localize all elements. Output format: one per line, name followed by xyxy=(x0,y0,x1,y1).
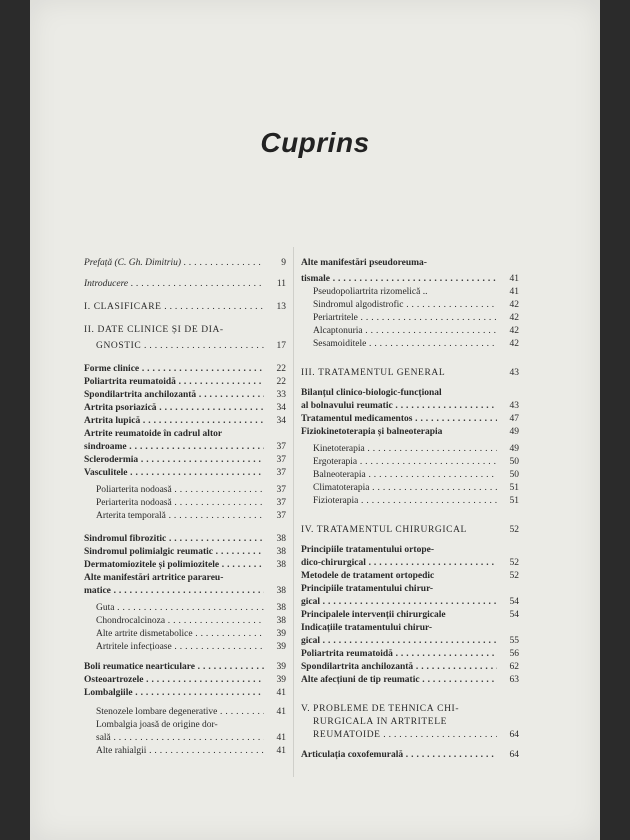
toc-entry-page: 64 xyxy=(509,750,519,760)
toc-entry-title: Fizioterapia . . . xyxy=(301,496,497,507)
toc-right-column xyxy=(301,258,519,761)
toc-entry xyxy=(84,468,286,479)
toc-entry xyxy=(84,573,286,584)
toc-entry-title: Artrite reumatoide în cadrul altor xyxy=(84,429,223,439)
toc-entry xyxy=(84,442,286,453)
toc-entry-title: Dermatomiozitele și polimiozitele . . . xyxy=(84,560,264,571)
toc-entry xyxy=(301,483,519,494)
toc-entry xyxy=(301,636,519,647)
toc-entry xyxy=(84,403,286,414)
toc-entry-title: Poliarterita nodoasă . . . xyxy=(84,485,264,496)
toc-entry-title: Artrita lupică . . . xyxy=(84,416,264,427)
toc-entry xyxy=(84,662,286,673)
toc-entry-page: 49 xyxy=(509,444,519,454)
toc-entry-page: 41 xyxy=(276,707,286,717)
toc-entry-title: Principiile tratamentului chirur- xyxy=(301,584,434,594)
toc-entry xyxy=(84,629,286,640)
toc-left-column xyxy=(84,258,286,757)
toc-entry-title: Lombalgia joasă de origine dor- xyxy=(96,720,218,730)
toc-entry-title: gical . . . xyxy=(301,597,497,608)
toc-entry xyxy=(301,649,519,660)
toc-entry-title: Principalele intervenții chirurgicale xyxy=(301,610,446,620)
toc-entry-title: Spondilartrita anchilozantă . . . xyxy=(84,390,264,401)
toc-entry-page: 38 xyxy=(276,560,286,570)
toc-entry-title: dico-chirurgical . . . xyxy=(301,558,497,569)
toc-entry-title: Vasculitele . . . xyxy=(84,468,264,479)
toc-entry xyxy=(301,675,519,686)
toc-entry-page: 22 xyxy=(276,377,286,387)
page-title: Cuprins xyxy=(260,127,370,158)
toc-entry-title: Balneoterapia . . . xyxy=(301,470,497,481)
toc-entry-title: Periarterita nodoasă . . . xyxy=(84,498,264,509)
toc-entry xyxy=(301,274,519,285)
toc-entry-title: Sindromul fibrozitic . . . xyxy=(84,534,264,545)
toc-entry-page: 42 xyxy=(509,313,519,323)
toc-entry-title: Periartritele . . . xyxy=(301,313,497,324)
toc-entry-page: 39 xyxy=(276,629,286,639)
toc-entry xyxy=(84,707,286,718)
toc-entry-page: 39 xyxy=(276,642,286,652)
toc-entry-title: Alte afecțiuni de tip reumatic . . . xyxy=(301,675,497,686)
toc-entry-title: Metodele de tratament ortopedic xyxy=(301,571,435,581)
toc-entry xyxy=(84,279,286,290)
toc-entry-page: 50 xyxy=(509,457,519,467)
toc-entry-page: 47 xyxy=(509,414,519,424)
toc-entry xyxy=(84,455,286,466)
toc-entry-title: Boli reumatice nearticulare . . . xyxy=(84,662,264,673)
toc-entry-title: al bolnavului reumatic . . . xyxy=(301,401,497,412)
toc-entry-title: V. PROBLEME DE TEHNICĂ CHI- xyxy=(301,704,460,714)
toc-entry xyxy=(84,302,286,313)
toc-entry xyxy=(301,525,519,536)
toc-entry xyxy=(301,444,519,455)
toc-entry xyxy=(301,427,519,438)
toc-entry xyxy=(84,341,286,352)
toc-entry xyxy=(301,545,519,556)
toc-entry-page: 37 xyxy=(276,442,286,452)
toc-entry xyxy=(301,388,519,399)
toc-entry-title: REUMATOIDE . . . xyxy=(301,730,497,741)
toc-entry xyxy=(84,258,286,269)
toc-entry xyxy=(301,339,519,350)
toc-entry xyxy=(301,623,519,634)
toc-entry xyxy=(301,300,519,311)
toc-entry-title: sală . . . xyxy=(84,733,264,744)
toc-entry-page: 38 xyxy=(276,603,286,613)
toc-entry-title: Sindromul algodistrofic . . . xyxy=(301,300,497,311)
toc-entry-title: Alte rahialgii . . . xyxy=(84,746,264,757)
toc-entry-title: Alte artrite dismetabolice . . . xyxy=(84,629,264,640)
toc-entry-page: 52 xyxy=(509,558,519,568)
toc-entry-page: 52 xyxy=(509,571,519,581)
toc-entry xyxy=(84,485,286,496)
toc-entry xyxy=(301,287,519,298)
toc-entry-page: 42 xyxy=(509,300,519,310)
toc-entry xyxy=(301,597,519,608)
toc-entry-title: Sclerodermia . . . xyxy=(84,455,264,466)
toc-entry-page: 56 xyxy=(509,649,519,659)
toc-entry xyxy=(301,610,519,621)
toc-entry-title: Climatoterapia . . . xyxy=(301,483,497,494)
toc-entry xyxy=(301,457,519,468)
toc-entry-page: 39 xyxy=(276,675,286,685)
toc-entry xyxy=(301,704,519,715)
toc-entry xyxy=(301,730,519,741)
toc-entry-page: 13 xyxy=(276,302,286,312)
toc-entry-title: sindroame . . . xyxy=(84,442,264,453)
toc-entry-title: Introducere . . . xyxy=(84,279,264,290)
toc-entry-title: I. CLASIFICARE . . . xyxy=(84,302,264,313)
toc-entry-title: IV. TRATAMENTUL CHIRURGICAL xyxy=(301,525,467,535)
toc-entry xyxy=(301,313,519,324)
toc-entry-title: Lombalgiile . . . xyxy=(84,688,264,699)
toc-entry-title: Artrita psoriazică . . . xyxy=(84,403,264,414)
toc-entry-page: 42 xyxy=(509,326,519,336)
toc-entry-page: 38 xyxy=(276,586,286,596)
toc-entry xyxy=(84,720,286,731)
toc-entry-page: 22 xyxy=(276,364,286,374)
toc-entry-title: Prefață (C. Gh. Dimitriu) . . . xyxy=(84,258,264,269)
toc-entry-page: 41 xyxy=(276,733,286,743)
toc-entry xyxy=(84,688,286,699)
toc-entry-title: Forme clinice . . . xyxy=(84,364,264,375)
toc-entry xyxy=(84,416,286,427)
toc-entry xyxy=(84,616,286,627)
toc-entry-title: II. DATE CLINICE ȘI DE DIA- xyxy=(84,325,224,335)
toc-entry-page: 33 xyxy=(276,390,286,400)
toc-entry xyxy=(84,364,286,375)
toc-entry-title: Spondilartrita anchilozantă . . . xyxy=(301,662,497,673)
toc-entry xyxy=(301,571,519,582)
toc-entry xyxy=(301,326,519,337)
toc-entry-page: 38 xyxy=(276,616,286,626)
toc-entry-title: Articulația coxofemurală . . . xyxy=(301,750,497,761)
toc-entry-title: Arterita temporală . . . xyxy=(84,511,264,522)
toc-entry xyxy=(84,325,286,336)
toc-entry xyxy=(301,496,519,507)
toc-entry-title: Kinetoterapia . . . xyxy=(301,444,497,455)
toc-entry-page: 38 xyxy=(276,534,286,544)
toc-entry-title: Indicațiile tratamentului chirur- xyxy=(301,623,433,633)
toc-entry-title: Stenozele lombare degenerative . . . xyxy=(84,707,264,718)
toc-entry-page: 37 xyxy=(276,511,286,521)
toc-entry-page: 34 xyxy=(276,416,286,426)
toc-entry-page: 11 xyxy=(276,279,286,289)
toc-entry-page: 55 xyxy=(509,636,519,646)
toc-entry-title: Ergoterapia . . . xyxy=(301,457,497,468)
toc-entry-page: 37 xyxy=(276,468,286,478)
toc-entry-page: 42 xyxy=(509,339,519,349)
toc-entry-page: 39 xyxy=(276,662,286,672)
toc-entry-title: Alte manifestări artritice parareu- xyxy=(84,573,224,583)
toc-entry-title: Bilanțul clinico-biologic-funcțional xyxy=(301,388,442,398)
toc-entry-page: 51 xyxy=(509,483,519,493)
toc-entry-title: RURGICALĂ ÎN ARTRITELE xyxy=(313,717,448,727)
toc-entry-title: Artritele infecțioase . . . xyxy=(84,642,264,653)
toc-entry-page: 37 xyxy=(276,498,286,508)
toc-entry-title: Poliartrita reumatoidă . . . xyxy=(84,377,264,388)
toc-entry-page: 38 xyxy=(276,547,286,557)
toc-entry xyxy=(84,498,286,509)
toc-entry xyxy=(301,558,519,569)
toc-entry-title: gical . . . xyxy=(301,636,497,647)
toc-entry xyxy=(84,377,286,388)
toc-entry-page: 54 xyxy=(509,610,519,620)
toc-entry-title: Alcaptonuria . . . xyxy=(301,326,497,337)
toc-entry-page: 37 xyxy=(276,455,286,465)
toc-entry xyxy=(301,584,519,595)
toc-entry xyxy=(84,675,286,686)
toc-entry-page: 54 xyxy=(509,597,519,607)
toc-entry-title: matice . . . xyxy=(84,586,264,597)
toc-entry-page: 63 xyxy=(509,675,519,685)
toc-entry-page: 43 xyxy=(509,401,519,411)
toc-entry xyxy=(84,429,286,440)
toc-entry-title: Principiile tratamentului ortope- xyxy=(301,545,434,555)
toc-entry-page: 62 xyxy=(509,662,519,672)
toc-entry xyxy=(301,258,519,269)
toc-entry-title: Pseudopoliartrita rizomelică .. xyxy=(313,287,428,297)
toc-entry-page: 41 xyxy=(276,688,286,698)
toc-entry-title: Alte manifestări pseudoreuma- xyxy=(301,258,427,268)
toc-entry-title: Poliartrita reumatoidă . . . xyxy=(301,649,497,660)
toc-entry-page: 64 xyxy=(509,730,519,740)
toc-entry xyxy=(301,470,519,481)
toc-entry-page: 37 xyxy=(276,485,286,495)
toc-entry-page: 51 xyxy=(509,496,519,506)
toc-entry-page: 49 xyxy=(509,427,519,437)
toc-entry-title: GNOSTIC . . . xyxy=(84,341,264,352)
toc-entry-page: 9 xyxy=(281,258,286,268)
toc-entry-title: tismale . . . xyxy=(301,274,497,285)
toc-entry-title: Tratamentul medicamentos . . . xyxy=(301,414,497,425)
toc-entry-title: Sesamoiditele . . . xyxy=(301,339,497,350)
toc-entry-page: 41 xyxy=(509,274,519,284)
toc-entry xyxy=(301,368,519,379)
toc-entry xyxy=(84,534,286,545)
toc-entry-page: 41 xyxy=(276,746,286,756)
toc-entry xyxy=(84,586,286,597)
toc-entry xyxy=(84,642,286,653)
toc-entry-title: Osteoartrozele . . . xyxy=(84,675,264,686)
toc-entry-page: 43 xyxy=(509,368,519,378)
toc-entry xyxy=(84,511,286,522)
toc-entry xyxy=(301,401,519,412)
toc-entry-page: 50 xyxy=(509,470,519,480)
toc-entry-page: 17 xyxy=(276,341,286,351)
toc-entry xyxy=(84,603,286,614)
toc-entry xyxy=(84,547,286,558)
column-divider xyxy=(293,247,294,777)
toc-entry xyxy=(301,662,519,673)
toc-entry-page: 34 xyxy=(276,403,286,413)
toc-entry xyxy=(301,414,519,425)
toc-entry xyxy=(84,390,286,401)
toc-entry xyxy=(84,560,286,571)
toc-entry xyxy=(301,717,519,728)
toc-entry-page: 41 xyxy=(509,287,519,297)
toc-entry xyxy=(84,746,286,757)
toc-entry-page: 52 xyxy=(509,525,519,535)
toc-entry-title: Fiziokinetoterapia și balneoterapia xyxy=(301,427,443,437)
toc-entry-title: Guta . . . xyxy=(84,603,264,614)
toc-entry-title: Sindromul polimialgic reumatic . . . xyxy=(84,547,264,558)
toc-entry-title: Chondrocalcinoza . . . xyxy=(84,616,264,627)
toc-entry-title: III. TRATAMENTUL GENERAL xyxy=(301,368,446,378)
toc-entry xyxy=(301,750,519,761)
toc-entry xyxy=(84,733,286,744)
